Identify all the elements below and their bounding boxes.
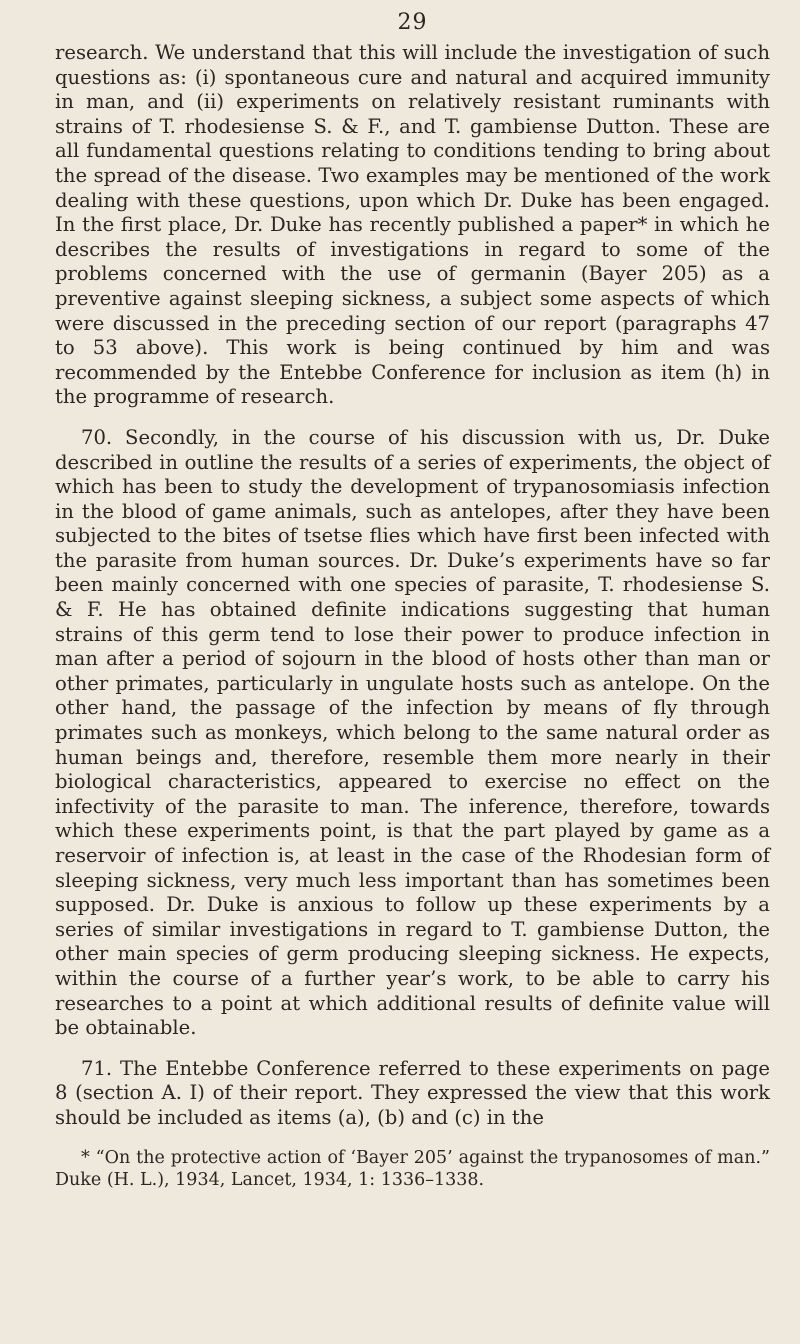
- paragraph-71: 71. The Entebbe Conference referred to these experiments on page 8 (section A. I) of their report. They expressed the view that this work should be included as items (a), (b) and (c) in the: [55, 1056, 770, 1129]
- paragraph-continued: research. We understand that this will include the investigation of such questions as: (i) spontaneous cure and natural and acquired immunity in man, and (ii) experiments on relatively resistant ruminants with strains of T. rhodesiense S. & F., and T. gambiense Dutton. These are all fundamental questions relating to conditions tending to bring about the spread of the disease. Two examples may be mentioned of the work dealing with these questions, upon which Dr. Duke has been engaged. In the first place, Dr. Duke has recently published a paper* in which he describes the results of investigations in regard to some of the problems concerned with the use of germanin (Bayer 205) as a preventive against sleeping sickness, a subject some aspects of which were discussed in the preceding section of our report (paragraphs 47 to 53 above). This work is being continued by him and was recommended by the Entebbe Conference for inclusion as item (h) in the programme of research.: [55, 41, 770, 409]
- paragraph-70: 70. Secondly, in the course of his discussion with us, Dr. Duke described in outline the results of a series of experiments, the object of which has been to study the development of trypanosomiasis infection in the blood of game animals, such as antelopes, after they have been subjected to the bites of tsetse flies which have first been infected with the parasite from human sources. Dr. Duke’s experiments have so far been mainly concerned with one species of parasite, T. rhodesiense S. & F. He has obtained definite indications suggesting that human strains of this germ tend to lose their power to produce infection in man after a period of sojourn in the blood of hosts other than man or other primates, particularly in ungulate hosts such as antelope. On the other hand, the passage of the infection by means of fly through primates such as monkeys, which belong to the same natural order as human beings and, therefore, resemble them more nearly in their biological characteristics, appeared to exercise no effect on the infectivity of the parasite to man. The inference, therefore, towards which these experiments point, is that the part played by game as a reservoir of infection is, at least in the case of the Rhodesian form of sleeping sickness, very much less important than has sometimes been supposed. Dr. Duke is anxious to follow up these experiments by a series of similar investigations in regard to T. gambiense Dutton, the other main species of germ producing sleeping sickness. He expects, within the course of a further year’s work, to be able to carry his researches to a point at which additional results of definite value will be obtainable.: [55, 425, 770, 1040]
- footnote: * “On the protective action of ‘Bayer 205’ against the trypanosomes of man.” Duke (H. L.), 1934, Lancet, 1934, 1: 1336–1338.: [55, 1147, 770, 1190]
- page-number: 29: [397, 10, 428, 35]
